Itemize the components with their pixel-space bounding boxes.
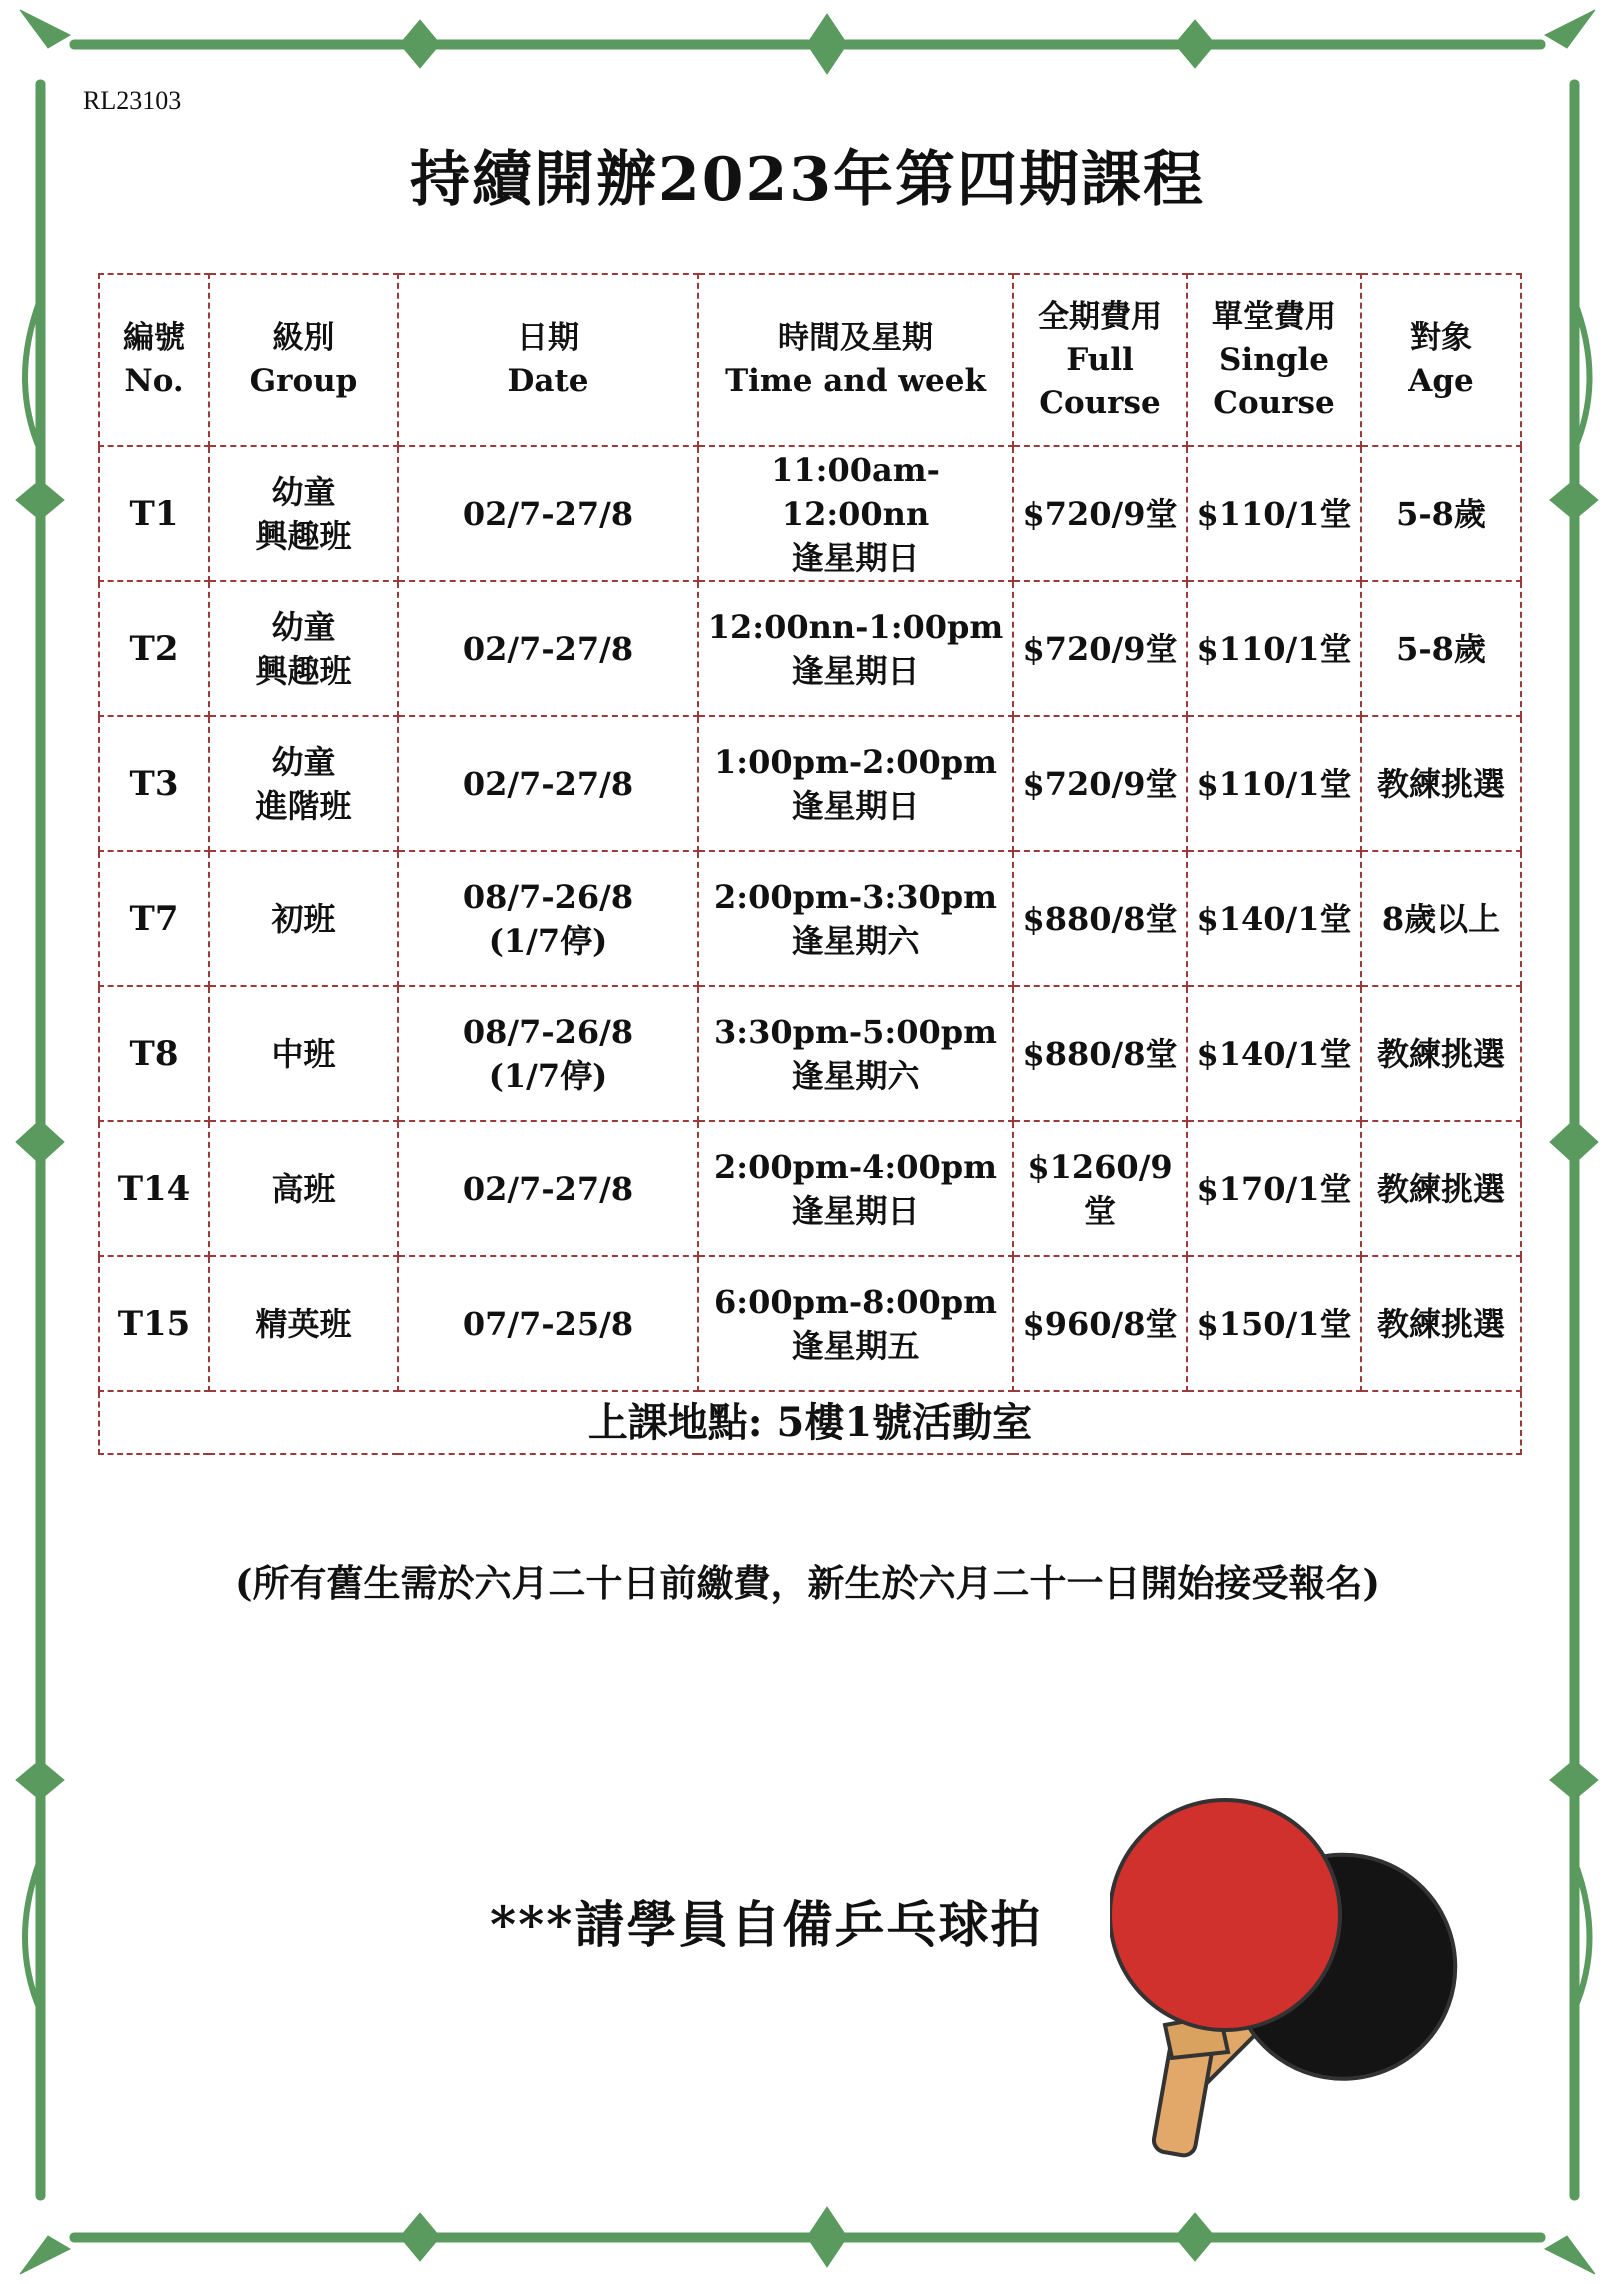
bring-paddle-reminder: ***請學員自備乒乓球拍 xyxy=(490,1895,1043,1954)
table-row xyxy=(99,851,1521,986)
cell-date: 07/7-25/8 xyxy=(398,1256,698,1391)
cell-no: T15 xyxy=(99,1256,209,1391)
cell-group: 幼童 興趣班 xyxy=(209,446,398,581)
cell-full-fee: $720/9堂 xyxy=(1013,581,1187,716)
cell-age: 5-8歲 xyxy=(1361,446,1521,581)
cell-group: 幼童 興趣班 xyxy=(209,581,398,716)
cell-group: 初班 xyxy=(209,851,398,986)
document-code: RL23103 xyxy=(83,86,182,115)
cell-full-fee: $720/9堂 xyxy=(1013,716,1187,851)
header-age: 對象 Age xyxy=(1361,274,1521,446)
cell-age: 5-8歲 xyxy=(1361,581,1521,716)
cell-time: 6:00pm-8:00pm 逢星期五 xyxy=(698,1256,1013,1391)
cell-single-fee: $170/1堂 xyxy=(1187,1121,1361,1256)
cell-no: T7 xyxy=(99,851,209,986)
header-time: 時間及星期 Time and week xyxy=(698,274,1013,446)
cell-time: 11:00am-12:00nn 逢星期日 xyxy=(698,446,1013,581)
cell-no: T2 xyxy=(99,581,209,716)
cell-date: 02/7-27/8 xyxy=(398,446,698,581)
cell-date: 08/7-26/8 (1/7停) xyxy=(398,986,698,1121)
table-row xyxy=(99,1256,1521,1391)
cell-group: 中班 xyxy=(209,986,398,1121)
header-full-fee: 全期費用 Full Course xyxy=(1013,274,1187,446)
cell-age: 8歲以上 xyxy=(1361,851,1521,986)
table-row xyxy=(99,716,1521,851)
table-header-row xyxy=(99,274,1521,446)
header-single-fee: 單堂費用 Single Course xyxy=(1187,274,1361,446)
cell-age: 教練挑選 xyxy=(1361,716,1521,851)
class-location: 上課地點: 5樓1號活動室 xyxy=(99,1391,1521,1454)
page-title: 持續開辦2023年第四期課程 xyxy=(410,145,1205,215)
header-date: 日期 Date xyxy=(398,274,698,446)
cell-date: 08/7-26/8 (1/7停) xyxy=(398,851,698,986)
cell-time: 3:30pm-5:00pm 逢星期六 xyxy=(698,986,1013,1121)
location-row xyxy=(99,1391,1521,1454)
cell-time: 2:00pm-4:00pm 逢星期日 xyxy=(698,1121,1013,1256)
cell-single-fee: $140/1堂 xyxy=(1187,986,1361,1121)
cell-group: 幼童 進階班 xyxy=(209,716,398,851)
header-no: 編號 No. xyxy=(99,274,209,446)
cell-age: 教練挑選 xyxy=(1361,1121,1521,1256)
cell-full-fee: $720/9堂 xyxy=(1013,446,1187,581)
cell-full-fee: $960/8堂 xyxy=(1013,1256,1187,1391)
cell-no: T8 xyxy=(99,986,209,1121)
cell-single-fee: $150/1堂 xyxy=(1187,1256,1361,1391)
cell-no: T14 xyxy=(99,1121,209,1256)
cell-single-fee: $110/1堂 xyxy=(1187,446,1361,581)
cell-full-fee: $880/8堂 xyxy=(1013,851,1187,986)
table-row xyxy=(99,446,1521,581)
cell-single-fee: $110/1堂 xyxy=(1187,581,1361,716)
course-schedule-table xyxy=(98,273,1522,1455)
cell-full-fee: $1260/9堂 xyxy=(1013,1121,1187,1256)
cell-time: 2:00pm-3:30pm 逢星期六 xyxy=(698,851,1013,986)
table-row xyxy=(99,986,1521,1121)
cell-single-fee: $110/1堂 xyxy=(1187,716,1361,851)
cell-full-fee: $880/8堂 xyxy=(1013,986,1187,1121)
cell-no: T3 xyxy=(99,716,209,851)
cell-group: 精英班 xyxy=(209,1256,398,1391)
table-row xyxy=(99,1121,1521,1256)
table-row xyxy=(99,581,1521,716)
cell-age: 教練挑選 xyxy=(1361,986,1521,1121)
header-group: 級別 Group xyxy=(209,274,398,446)
registration-note: (所有舊生需於六月二十日前繳費，新生於六月二十一日開始接受報名) xyxy=(234,1561,1380,1605)
cell-time: 1:00pm-2:00pm 逢星期日 xyxy=(698,716,1013,851)
cell-group: 高班 xyxy=(209,1121,398,1256)
cell-time: 12:00nn-1:00pm 逢星期日 xyxy=(698,581,1013,716)
cell-single-fee: $140/1堂 xyxy=(1187,851,1361,986)
cell-date: 02/7-27/8 xyxy=(398,1121,698,1256)
cell-age: 教練挑選 xyxy=(1361,1256,1521,1391)
cell-date: 02/7-27/8 xyxy=(398,581,698,716)
cell-date: 02/7-27/8 xyxy=(398,716,698,851)
ping-pong-paddles-icon xyxy=(1110,1790,1510,2170)
cell-no: T1 xyxy=(99,446,209,581)
